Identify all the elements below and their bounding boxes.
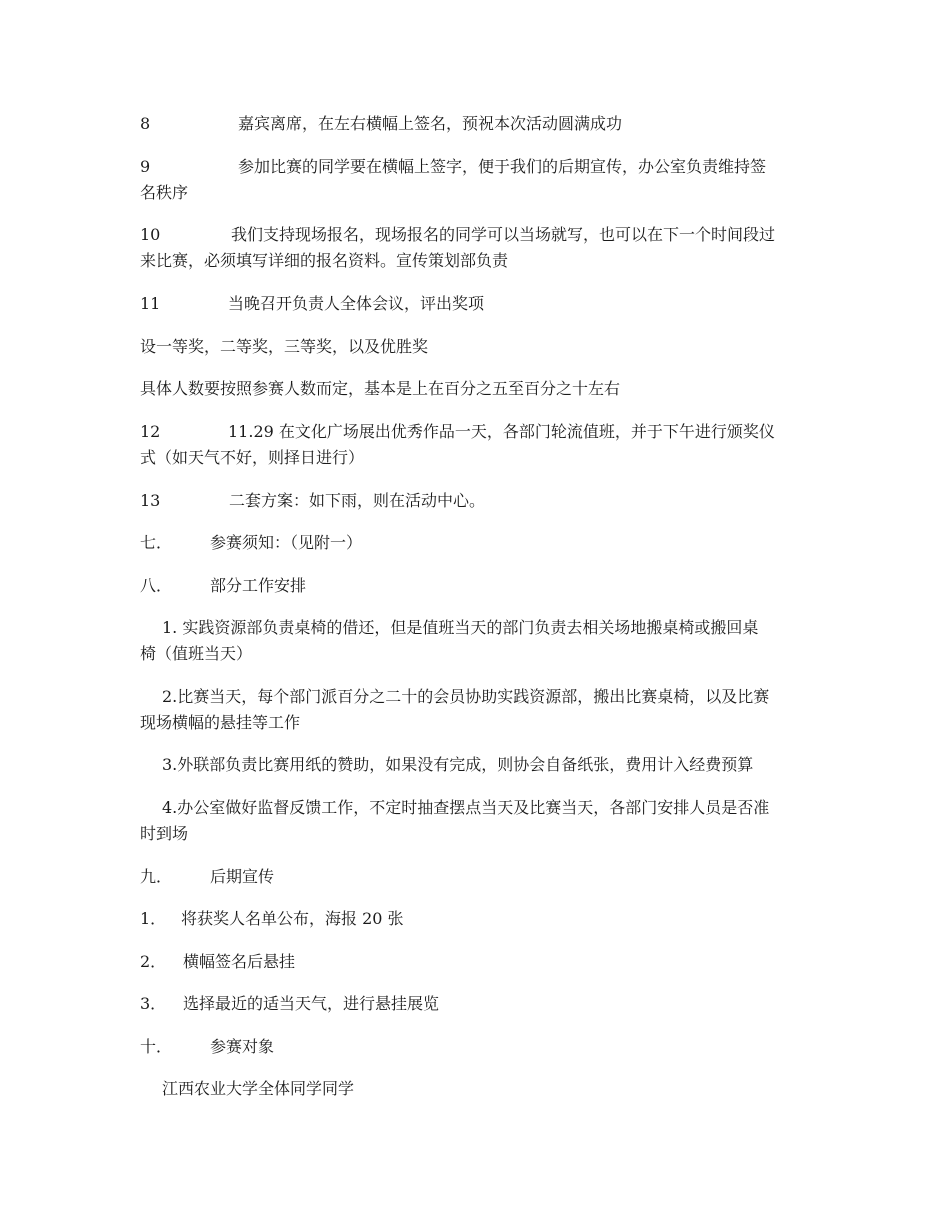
list-item — [140, 291, 820, 317]
work-item: 2.比赛当天，每个部门派百分之二十的会员协助实践资源部，搬出比赛桌椅，以及比赛 — [162, 687, 770, 706]
section-heading — [140, 530, 820, 556]
list-item — [140, 488, 820, 514]
work-item: 1. 实践资源部负责桌椅的借还，但是值班当天的部门负责去相关场地搬桌椅或搬回桌 — [162, 618, 759, 637]
section-heading — [140, 1034, 820, 1060]
work-item: 4.办公室做好监督反馈工作，不定时抽查摆点当天及比赛当天，各部门安排人员是否准 — [162, 798, 770, 817]
section-number: 八． — [140, 576, 173, 595]
list-item — [140, 222, 820, 248]
item-number: 11 — [140, 294, 161, 313]
item-number: 12 — [140, 422, 161, 441]
item-text: 二套方案：如下雨，则在活动中心。 — [229, 491, 486, 510]
list-item — [140, 991, 820, 1017]
item-number: 1． — [140, 909, 167, 928]
list-item — [140, 949, 820, 975]
item-number: 9 — [140, 157, 151, 176]
participants-text: 江西农业大学全体同学同学 — [162, 1079, 355, 1098]
work-item-continuation: 椅（值班当天） — [140, 644, 253, 663]
item-text-continued: 来比赛，必须填写详细的报名资料。宣传策划部负责 — [140, 251, 509, 270]
section-title: 后期宣传 — [210, 867, 275, 886]
item-text: 选择最近的适当天气，进行悬挂展览 — [183, 994, 440, 1013]
list-item — [140, 419, 820, 445]
paragraph: 具体人数要按照参赛人数而定，基本是上在百分之五至百分之十左右 — [140, 379, 621, 398]
item-number: 2． — [140, 952, 167, 971]
section-title: 部分工作安排 — [210, 576, 307, 595]
item-number: 13 — [140, 491, 161, 510]
work-item-continuation: 现场横幅的悬挂等工作 — [140, 713, 301, 732]
paragraph: 设一等奖，二等奖，三等奖，以及优胜奖 — [140, 337, 429, 356]
section-title: 参赛须知：（见附一） — [210, 533, 363, 552]
item-text: 11.29 在文化广场展出优秀作品一天，各部门轮流值班，并于下午进行颁奖仪 — [228, 422, 775, 441]
item-text: 当晚召开负责人全体会议，评出奖项 — [228, 294, 485, 313]
item-text: 参加比赛的同学要在横幅上签字，便于我们的后期宣传，办公室负责维持签 — [238, 157, 767, 176]
list-item-continuation — [140, 180, 820, 206]
item-text: 将获奖人名单公布，海报 20 张 — [181, 909, 404, 928]
list-item-continuation — [140, 445, 820, 471]
item-text-continued: 名秩序 — [140, 183, 189, 202]
item-number: 10 — [140, 225, 161, 244]
section-title: 参赛对象 — [210, 1037, 275, 1056]
item-number: 8 — [140, 114, 151, 133]
list-item — [140, 154, 820, 180]
section-heading — [140, 573, 820, 599]
item-text: 横幅签名后悬挂 — [183, 952, 296, 971]
work-item-continuation: 时到场 — [140, 824, 189, 843]
item-text: 嘉宾离席，在左右横幅上签名，预祝本次活动圆满成功 — [238, 114, 623, 133]
section-number: 十． — [140, 1037, 173, 1056]
section-number: 七． — [140, 533, 173, 552]
work-item: 3.外联部负责比赛用纸的赞助，如果没有完成，则协会自备纸张，费用计入经费预算 — [162, 755, 754, 774]
item-number: 3． — [140, 994, 167, 1013]
section-number: 九． — [140, 867, 173, 886]
list-item — [140, 111, 820, 137]
list-item-continuation — [140, 248, 820, 274]
item-text: 我们支持现场报名，现场报名的同学可以当场就写，也可以在下一个时间段过 — [231, 225, 776, 244]
list-item — [140, 906, 820, 932]
item-text-continued: 式（如天气不好，则择日进行） — [140, 448, 365, 467]
section-heading — [140, 864, 820, 890]
